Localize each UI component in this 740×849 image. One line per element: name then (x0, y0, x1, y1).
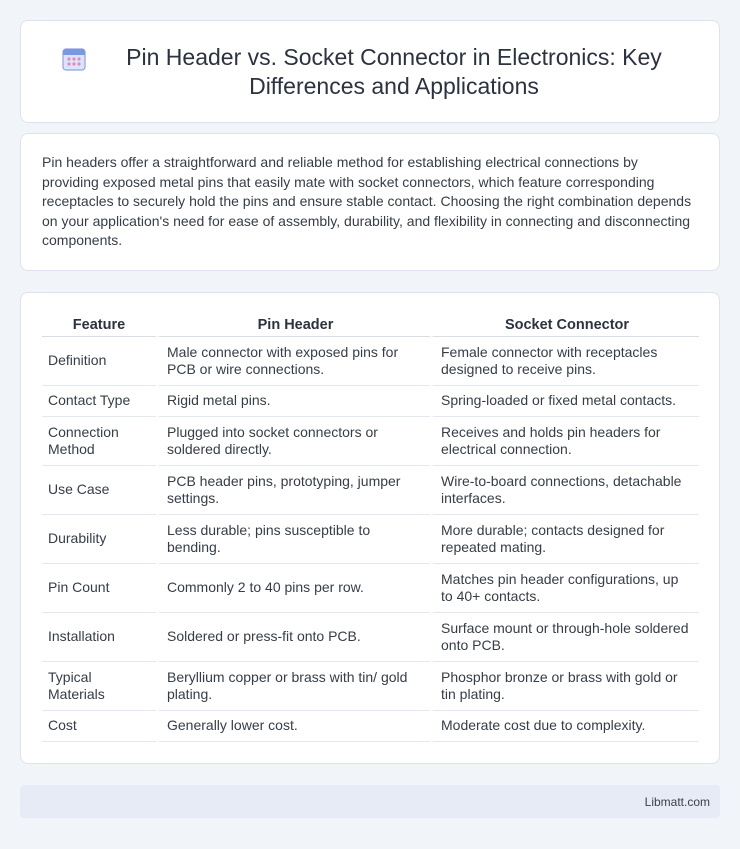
socket-connector-cell: Matches pin header configurations, up to 40+ contacts. (430, 564, 699, 613)
pin-header-cell: Commonly 2 to 40 pins per row. (156, 564, 430, 613)
title-card (20, 20, 720, 123)
table-row (42, 417, 699, 466)
socket-connector-cell: Wire-to-board connections, detachable interfaces. (430, 466, 699, 515)
feature-cell: Typical Materials (42, 662, 156, 711)
feature-cell: Cost (42, 711, 156, 742)
table-row (42, 613, 699, 662)
table-row (42, 337, 699, 386)
socket-connector-cell: Receives and holds pin headers for electrical connection. (430, 417, 699, 466)
comparison-card (20, 292, 720, 764)
socket-connector-cell: Female connector with receptacles designed to receive pins. (430, 337, 699, 386)
comparison-table (42, 315, 699, 742)
socket-connector-cell: Spring-loaded or fixed metal contacts. (430, 386, 699, 417)
table-header-row (42, 315, 699, 337)
socket-connector-cell: Moderate cost due to complexity. (430, 711, 699, 742)
pin-header-cell: Beryllium copper or brass with tin/ gold plating. (156, 662, 430, 711)
table-row (42, 564, 699, 613)
intro-paragraph: Pin headers offer a straightforward and reliable method for establishing electrical connections by providing exposed metal pins that easily mate with socket connectors, which feature corresponding receptacles to securely hold the pins and ensure stable contact. Choosing the right combination depends on your application's need for ease of assembly, durability, and flexibility in connecting and disconnecting components. (42, 154, 692, 249)
pin-header-cell: Soldered or press-fit onto PCB. (156, 613, 430, 662)
socket-connector-cell: More durable; contacts designed for repeated mating. (430, 515, 699, 564)
footer-brand[interactable]: Libmatt.com (644, 794, 710, 809)
feature-cell: Use Case (42, 466, 156, 515)
pin-header-cell: Plugged into socket connectors or soldered directly. (156, 417, 430, 466)
calendar-grid-icon (61, 46, 87, 72)
pin-header-cell: PCB header pins, prototyping, jumper settings. (156, 466, 430, 515)
socket-connector-cell: Phosphor bronze or brass with gold or tin plating. (430, 662, 699, 711)
table-row (42, 466, 699, 515)
pin-header-cell: Rigid metal pins. (156, 386, 430, 417)
feature-cell: Contact Type (42, 386, 156, 417)
title-wrap (21, 43, 719, 101)
pin-header-cell: Less durable; pins susceptible to bending. (156, 515, 430, 564)
table-row (42, 386, 699, 417)
column-header-socket-connector: Socket Connector (430, 315, 699, 337)
feature-cell: Definition (42, 337, 156, 386)
footer-bar (20, 785, 720, 818)
feature-cell: Durability (42, 515, 156, 564)
feature-cell: Pin Count (42, 564, 156, 613)
column-header-pin-header: Pin Header (156, 315, 430, 337)
socket-connector-cell: Surface mount or through-hole soldered onto PCB. (430, 613, 699, 662)
feature-cell: Installation (42, 613, 156, 662)
pin-header-cell: Generally lower cost. (156, 711, 430, 742)
column-header-feature: Feature (42, 315, 156, 337)
table-row (42, 711, 699, 742)
page-title: Pin Header vs. Socket Connector in Electronics: Key Differences and Applications (126, 43, 662, 99)
feature-cell: Connection Method (42, 417, 156, 466)
pin-header-cell: Male connector with exposed pins for PCB or wire connections. (156, 337, 430, 386)
table-row (42, 662, 699, 711)
table-row (42, 515, 699, 564)
intro-card (20, 133, 720, 271)
